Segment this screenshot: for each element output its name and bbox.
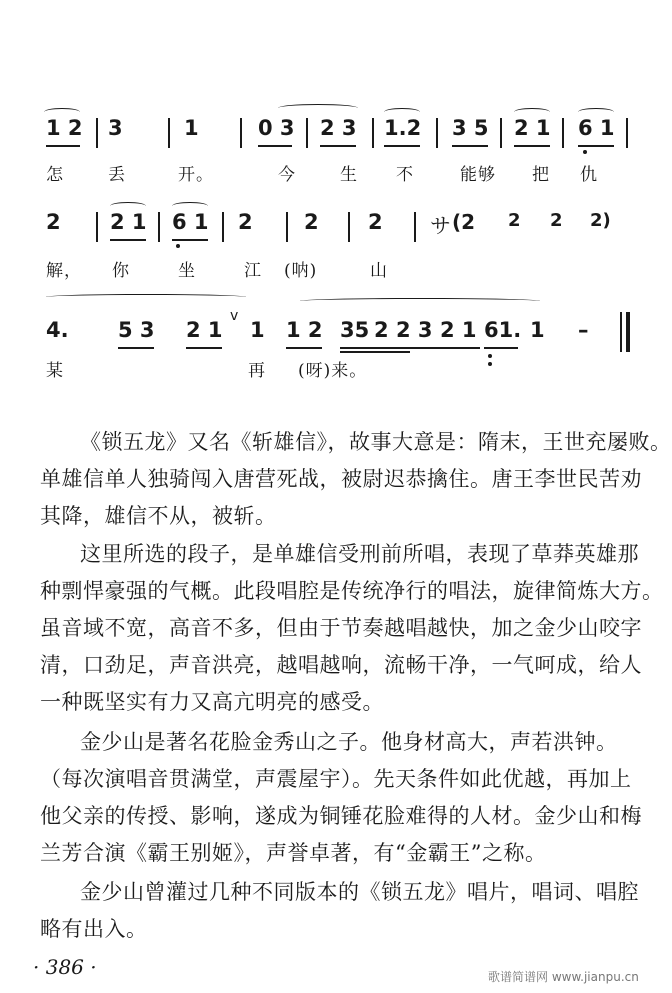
note: 1 2 xyxy=(286,318,323,342)
note: 4. xyxy=(46,318,69,342)
note: 0 3 xyxy=(258,116,295,140)
text-line: 种剽悍豪强的气概。此段唱腔是传统净行的唱法，旋律简炼大方。 xyxy=(40,579,664,603)
barline xyxy=(222,212,224,242)
text-line: 兰芳合演《霸王别姬》，声誉卓著，有“金霸王”之称。 xyxy=(40,841,547,865)
note: 5 3 xyxy=(118,318,155,342)
slur xyxy=(514,108,550,116)
note: 2 1 xyxy=(514,116,551,140)
slur xyxy=(384,108,420,116)
lyric: 坐 xyxy=(178,261,196,281)
underline xyxy=(320,145,356,147)
final-barline xyxy=(626,312,630,352)
slur xyxy=(278,104,358,112)
barline xyxy=(500,118,502,148)
slur xyxy=(578,108,614,116)
slur xyxy=(172,202,208,210)
note: 2 3 xyxy=(320,116,357,140)
underline xyxy=(110,239,146,241)
barline xyxy=(306,118,308,148)
lyric: 能够 xyxy=(460,165,496,185)
lyric: 再 xyxy=(248,361,266,381)
text-line: （每次演唱音贯满堂，声震屋宇）。先天条件如此优越，再加上 xyxy=(40,767,632,791)
barline xyxy=(414,212,416,242)
notation-row-1 xyxy=(0,116,672,146)
watermark: 歌谱简谱网 www.jianpu.cn xyxy=(488,970,639,984)
slur xyxy=(110,202,146,210)
barline xyxy=(348,212,350,242)
underline xyxy=(286,347,322,349)
text-line: 略有出入。 xyxy=(40,917,148,941)
underline xyxy=(452,145,488,147)
text-line: 一种既坚实有力又高亢明亮的感受。 xyxy=(40,690,384,714)
lyric: 解， xyxy=(46,261,82,281)
note: 6 1 xyxy=(172,210,209,234)
text-line: 清，口劲足，声音洪亮，越唱越响，流畅干净，一气呵成，给人 xyxy=(40,653,642,677)
note: 2 xyxy=(46,210,61,234)
note: 2 1 xyxy=(110,210,147,234)
note: 1.2 xyxy=(384,116,422,140)
lyric: 不 xyxy=(396,165,414,185)
lyric: 今 xyxy=(278,165,296,185)
text-line: 金少山是著名花脸金秀山之子。他身材高大，声若洪钟。 xyxy=(80,730,618,754)
paragraph-2 xyxy=(40,536,664,721)
barline xyxy=(168,118,170,148)
barline xyxy=(562,118,564,148)
free-rhythm-mark: サ xyxy=(430,214,451,238)
note: 1 2 xyxy=(46,116,83,140)
lyric: 山 xyxy=(370,261,388,281)
underline xyxy=(484,347,518,349)
barline xyxy=(626,118,628,148)
text-line: 其降，雄信不从，被斩。 xyxy=(40,504,277,528)
underline xyxy=(172,239,208,241)
octave-dot xyxy=(583,150,587,154)
slur xyxy=(300,298,540,304)
notation-row-3 xyxy=(0,308,672,348)
final-barline xyxy=(620,312,622,352)
note: 2 1 xyxy=(186,318,223,342)
slur xyxy=(44,108,80,116)
barline xyxy=(240,118,242,148)
octave-dot xyxy=(488,354,492,358)
note: 1 xyxy=(250,318,265,342)
octave-dot xyxy=(176,244,180,248)
note: 2 xyxy=(238,210,253,234)
underline xyxy=(118,347,154,349)
notation-row-2 xyxy=(0,210,672,240)
barline xyxy=(286,212,288,242)
barline xyxy=(96,118,98,148)
text-line: 《锁五龙》又名《斩雄信》，故事大意是：隋末，王世充屡败。 xyxy=(80,430,672,454)
barline xyxy=(436,118,438,148)
lyric: 怎 xyxy=(46,165,64,185)
lyric: (呀)来。 xyxy=(298,361,368,381)
lyric: 江 xyxy=(244,261,262,281)
note: 2 xyxy=(374,318,389,342)
underline xyxy=(46,145,80,147)
underline xyxy=(340,347,480,349)
note: – xyxy=(578,318,589,342)
text-line: 单雄信单人独骑闯入唐营死战，被尉迟恭擒住。唐王李世民苦劝 xyxy=(40,467,642,491)
underline xyxy=(186,347,222,349)
paragraph-1 xyxy=(40,424,672,535)
text-line: 他父亲的传授、影响，遂成为铜锤花脸难得的人材。金少山和梅 xyxy=(40,804,642,828)
page-number: · 386 · xyxy=(33,955,97,979)
note: 3 xyxy=(108,116,123,140)
note: 61. xyxy=(484,318,522,342)
note: 2) xyxy=(590,210,611,231)
barline xyxy=(372,118,374,148)
note: 2 xyxy=(550,210,563,231)
text-line: 这里所选的段子，是单雄信受刑前所唱，表现了草莽英雄那 xyxy=(80,542,639,566)
text-line: 虽音域不宽，高音不多，但由于节奏越唱越快，加之金少山咬字 xyxy=(40,616,642,640)
note: 2 3 xyxy=(396,318,433,342)
note: 2 xyxy=(508,210,521,231)
lyric: 你 xyxy=(112,261,130,281)
paragraph-4 xyxy=(40,874,640,948)
barline xyxy=(158,212,160,242)
note: 1 xyxy=(530,318,545,342)
underline xyxy=(514,145,550,147)
note: 3 5 xyxy=(452,116,489,140)
lyric: 生 xyxy=(340,165,358,185)
lyric: 仇 xyxy=(580,165,598,185)
note: 2 xyxy=(304,210,319,234)
note: 2 1 xyxy=(440,318,477,342)
breath-mark: v xyxy=(230,308,239,324)
underline xyxy=(258,145,292,147)
lyric: 开。 xyxy=(178,165,214,185)
lyric: 把 xyxy=(532,165,550,185)
paragraph-3 xyxy=(40,724,640,872)
note: (2 xyxy=(452,210,476,234)
underline xyxy=(578,145,614,147)
underline xyxy=(384,145,420,147)
note: 2 xyxy=(368,210,383,234)
note: 6 1 xyxy=(578,116,615,140)
text-line: 金少山曾灌过几种不同版本的《锁五龙》唱片，唱词、唱腔 xyxy=(80,880,639,904)
lyric: (呐) xyxy=(284,261,318,281)
underline xyxy=(340,351,410,353)
lyric: 丢 xyxy=(108,165,126,185)
slur xyxy=(46,294,246,300)
note: 35 xyxy=(340,318,370,342)
lyric: 某 xyxy=(46,361,64,381)
note: 1 xyxy=(184,116,199,140)
barline xyxy=(96,212,98,242)
octave-dot xyxy=(488,362,492,366)
